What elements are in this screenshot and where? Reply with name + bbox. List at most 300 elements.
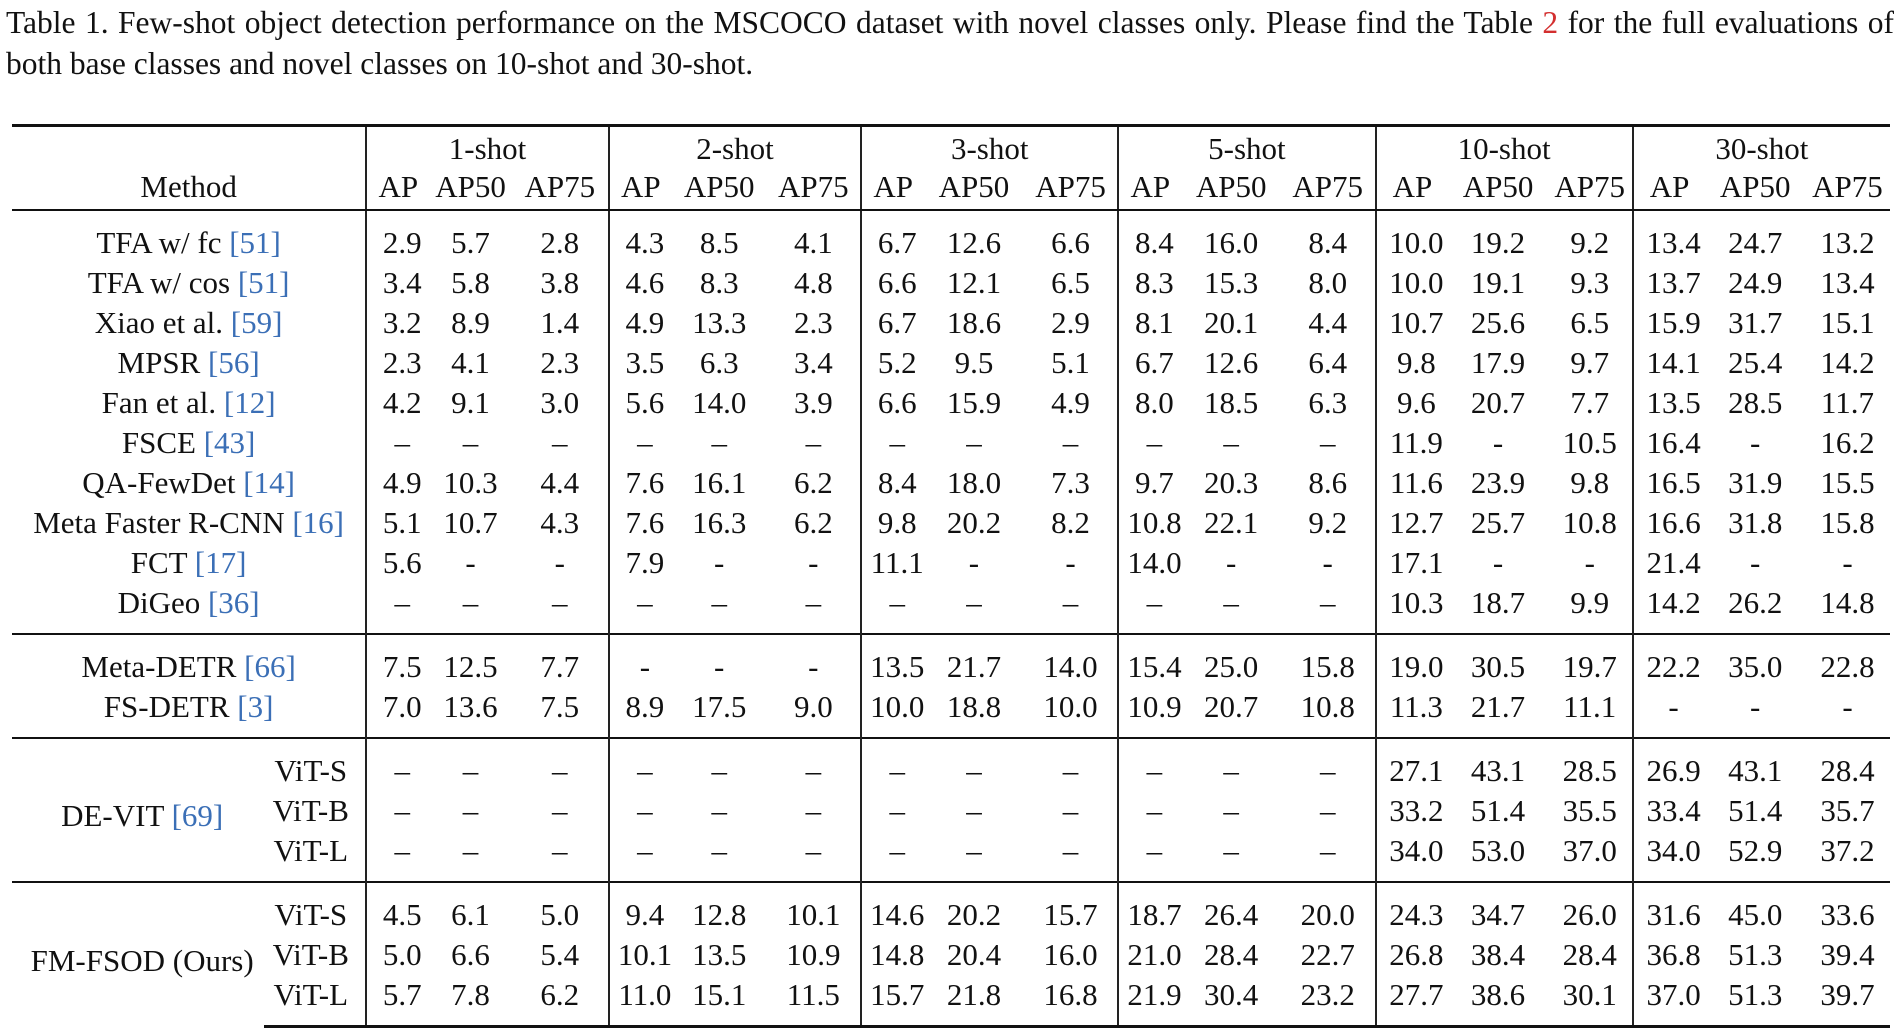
value-cell: 8.2: [1051, 505, 1090, 540]
header-metric: AP75: [767, 169, 862, 210]
citation-link[interactable]: [51]: [229, 225, 281, 260]
results-table: [12, 124, 1890, 1028]
header-method: Method: [12, 169, 366, 210]
value-cell: 7.0: [366, 687, 429, 738]
value-cell: 23.2: [1281, 975, 1376, 1027]
value-cell: 9.7: [1118, 463, 1181, 503]
header-metric: AP75: [512, 169, 609, 210]
value-cell: -: [1842, 545, 1853, 580]
value-cell: 16.8: [1024, 975, 1119, 1027]
backbone-label: ViT-S: [264, 882, 366, 935]
citation-link[interactable]: [66]: [244, 649, 296, 684]
backbone-label: ViT-S: [264, 738, 366, 791]
value-cell: 16.5: [1633, 463, 1706, 503]
value-cell: 4.3: [609, 210, 672, 263]
value-cell: 10.8: [1300, 689, 1355, 724]
value-cell: 4.2: [366, 383, 429, 423]
value-cell: 8.1: [1118, 303, 1181, 343]
value-cell: 15.5: [1820, 465, 1875, 500]
value-cell: –: [1319, 425, 1336, 460]
value-cell: 16.2: [1820, 425, 1875, 460]
citation-link[interactable]: [12]: [223, 385, 276, 420]
value-cell: 21.8: [924, 975, 1023, 1027]
value-cell: -: [1842, 689, 1853, 724]
value-cell: 8.9: [609, 687, 672, 738]
value-cell: 10.7: [443, 505, 498, 540]
value-cell: 6.7: [861, 303, 924, 343]
value-cell: 33.4: [1633, 791, 1706, 831]
value-cell: 10.8: [1562, 505, 1617, 540]
value-cell: 26.0: [1548, 882, 1633, 935]
header-metric: AP50: [1181, 169, 1280, 210]
value-cell: 16.3: [692, 505, 747, 540]
value-cell: 12.6: [1204, 345, 1259, 380]
table-row: [12, 503, 1890, 543]
value-cell: 13.7: [1633, 263, 1706, 303]
method-label: MPSR: [117, 345, 209, 380]
value-cell: -: [1750, 425, 1761, 460]
value-cell: 52.9: [1728, 833, 1783, 868]
method-label: FM-FSOD (Ours): [30, 942, 254, 978]
value-cell: -: [1584, 545, 1595, 580]
method-name: [12, 383, 366, 423]
value-cell: 10.0: [1043, 689, 1098, 724]
value-cell: -: [1492, 425, 1504, 460]
value-cell: –: [861, 831, 924, 882]
method-label: QA-FewDet: [82, 465, 244, 500]
value-cell: 6.5: [1051, 265, 1090, 300]
value-cell: –: [805, 833, 822, 868]
value-cell: –: [1281, 738, 1376, 791]
citation-link[interactable]: [14]: [243, 465, 295, 500]
value-cell: -: [1322, 545, 1333, 580]
value-cell: 3.8: [540, 265, 580, 300]
value-cell: 8.5: [699, 225, 739, 260]
value-cell: 18.6: [946, 305, 1002, 340]
value-cell: 25.7: [1470, 505, 1526, 540]
method-label: Meta-DETR: [81, 649, 245, 684]
header-shot: 3-shot: [861, 126, 1118, 170]
value-cell: –: [1062, 585, 1079, 620]
value-cell: 22.1: [1204, 505, 1259, 540]
method-name: [12, 463, 366, 503]
value-cell: 7.5: [540, 689, 580, 724]
citation-link[interactable]: [36]: [207, 585, 260, 620]
value-cell: -: [672, 634, 767, 687]
value-cell: 10.9: [786, 937, 841, 972]
value-cell: 34.0: [1633, 831, 1706, 882]
value-cell: 10.5: [1562, 425, 1617, 460]
value-cell: 11.7: [1820, 385, 1875, 420]
header-metric: AP50: [924, 169, 1023, 210]
citation-link[interactable]: [16]: [292, 505, 345, 540]
table-row: [12, 935, 1890, 975]
value-cell: 7.3: [1051, 465, 1090, 500]
value-cell: 53.0: [1470, 833, 1526, 868]
value-cell: 3.4: [366, 263, 429, 303]
value-cell: 39.7: [1805, 975, 1890, 1027]
value-cell: 45.0: [1705, 882, 1804, 935]
value-cell: 24.9: [1728, 265, 1783, 300]
value-cell: 34.0: [1376, 831, 1449, 882]
value-cell: 27.1: [1376, 738, 1449, 791]
table-row: [12, 303, 1890, 343]
value-cell: 2.3: [793, 305, 833, 340]
value-cell: 15.3: [1204, 265, 1259, 300]
table-row: [12, 210, 1890, 263]
value-cell: 11.3: [1376, 687, 1449, 738]
value-cell: 16.4: [1633, 423, 1706, 463]
method-name: [12, 343, 366, 383]
value-cell: 16.1: [692, 465, 747, 500]
method-name: [12, 303, 366, 343]
value-cell: 22.7: [1300, 937, 1355, 972]
value-cell: –: [711, 585, 727, 620]
value-cell: 13.4: [1820, 265, 1875, 300]
value-cell: 21.4: [1633, 543, 1706, 583]
value-cell: 14.2: [1820, 345, 1875, 380]
method-label: FCT: [130, 545, 195, 580]
citation-link[interactable]: [69]: [171, 798, 224, 833]
header-metric: AP75: [1805, 169, 1890, 210]
value-cell: 43.1: [1448, 738, 1547, 791]
value-cell: 13.2: [1820, 225, 1875, 260]
value-cell: 38.6: [1448, 975, 1547, 1027]
value-cell: 3.5: [609, 343, 672, 383]
header-metric: AP: [1633, 169, 1706, 210]
value-cell: 18.0: [946, 465, 1002, 500]
citation-link[interactable]: [17]: [194, 545, 247, 580]
caption-text-a: Table 1. Few-shot object detection performance on the MSCOCO dataset with novel classes only. Please find the Table: [6, 5, 1543, 40]
value-cell: 9.9: [1570, 585, 1610, 620]
value-cell: 17.1: [1376, 543, 1449, 583]
value-cell: 9.2: [1570, 225, 1610, 260]
value-cell: 7.5: [366, 634, 429, 687]
value-cell: 10.8: [1118, 503, 1181, 543]
value-cell: 5.7: [451, 225, 490, 260]
backbone-label: ViT-B: [272, 937, 349, 972]
value-cell: 8.4: [1308, 225, 1348, 260]
method-label: DE-VIT: [61, 798, 172, 833]
value-cell: 15.1: [672, 975, 767, 1027]
value-cell: –: [366, 738, 429, 791]
header-metric: AP75: [1548, 169, 1633, 210]
value-cell: 4.1: [451, 345, 490, 380]
value-cell: –: [462, 833, 479, 868]
value-cell: -: [1750, 545, 1761, 580]
value-cell: 8.4: [861, 463, 924, 503]
value-cell: 4.3: [540, 505, 580, 540]
value-cell: –: [1223, 793, 1239, 828]
value-cell: 10.0: [1376, 210, 1449, 263]
value-cell: 5.6: [366, 543, 429, 583]
value-cell: 6.7: [861, 210, 924, 263]
value-cell: 28.5: [1548, 738, 1633, 791]
value-cell: 5.8: [451, 265, 490, 300]
citation-link[interactable]: [43]: [203, 425, 256, 460]
value-cell: 14.0: [1118, 543, 1181, 583]
value-cell: 4.6: [609, 263, 672, 303]
table-row: [12, 831, 1890, 882]
value-cell: –: [552, 833, 568, 868]
value-cell: 14.2: [1633, 583, 1706, 634]
value-cell: 6.1: [429, 882, 511, 935]
value-cell: 10.0: [1376, 263, 1449, 303]
header-metric: AP50: [1448, 169, 1547, 210]
value-cell: 16.0: [1204, 225, 1259, 260]
value-cell: 21.7: [1470, 689, 1526, 724]
value-cell: 8.9: [451, 305, 490, 340]
value-cell: 5.6: [609, 383, 672, 423]
value-cell: –: [861, 738, 924, 791]
value-cell: 5.7: [366, 975, 429, 1027]
value-cell: 6.6: [451, 937, 490, 972]
value-cell: 27.7: [1376, 975, 1449, 1027]
table-row: [12, 634, 1890, 687]
citation-link[interactable]: [56]: [208, 345, 260, 380]
value-cell: -: [465, 545, 476, 580]
value-cell: –: [924, 738, 1023, 791]
table-row: [12, 738, 1890, 791]
value-cell: 18.5: [1204, 385, 1259, 420]
value-cell: -: [808, 545, 819, 580]
value-cell: 28.4: [1562, 937, 1617, 972]
value-cell: -: [1750, 689, 1761, 724]
value-cell: 26.2: [1728, 585, 1783, 620]
table-row: [12, 463, 1890, 503]
value-cell: 12.7: [1376, 503, 1449, 543]
header-metric: AP50: [1705, 169, 1804, 210]
method-label: FS-DETR: [103, 689, 238, 724]
citation-link[interactable]: [59]: [230, 305, 283, 340]
value-cell: 33.2: [1376, 791, 1449, 831]
table-row: [12, 882, 1890, 935]
header-row-shots: [12, 126, 1890, 170]
value-cell: 6.2: [793, 505, 833, 540]
value-cell: 3.0: [540, 385, 580, 420]
header-shot: 10-shot: [1376, 126, 1633, 170]
value-cell: 4.9: [366, 463, 429, 503]
value-cell: 25.4: [1728, 345, 1783, 380]
value-cell: 34.7: [1448, 882, 1547, 935]
value-cell: 37.0: [1562, 833, 1617, 868]
header-metric: AP: [609, 169, 672, 210]
value-cell: 31.9: [1728, 465, 1783, 500]
value-cell: 38.4: [1470, 937, 1526, 972]
value-cell: –: [366, 423, 429, 463]
citation-link[interactable]: [51]: [237, 265, 290, 300]
value-cell: -: [767, 634, 862, 687]
method-label: DiGeo: [117, 585, 208, 620]
value-cell: –: [609, 791, 672, 831]
value-cell: 13.4: [1633, 210, 1706, 263]
value-cell: 4.1: [793, 225, 833, 260]
value-cell: 9.8: [1570, 465, 1610, 500]
header-shot: 1-shot: [366, 126, 609, 170]
value-cell: 2.3: [366, 343, 429, 383]
value-cell: 26.4: [1181, 882, 1280, 935]
value-cell: 24.3: [1376, 882, 1449, 935]
value-cell: 6.4: [1308, 345, 1348, 380]
value-cell: –: [1181, 738, 1280, 791]
header-metric: AP: [861, 169, 924, 210]
table-row: [12, 263, 1890, 303]
value-cell: 31.6: [1633, 882, 1706, 935]
method-name: [12, 882, 264, 1027]
header-method-spacer: [12, 126, 366, 170]
value-cell: 15.9: [1633, 303, 1706, 343]
value-cell: 14.0: [1024, 634, 1119, 687]
value-cell: 15.9: [946, 385, 1002, 420]
value-cell: –: [1118, 831, 1181, 882]
value-cell: 4.8: [793, 265, 833, 300]
caption-table-ref-link[interactable]: 2: [1542, 5, 1559, 40]
value-cell: –: [1223, 425, 1239, 460]
value-cell: 26.9: [1633, 738, 1706, 791]
value-cell: –: [711, 833, 727, 868]
header-metric: AP: [366, 169, 429, 210]
value-cell: –: [861, 583, 924, 634]
value-cell: 10.1: [609, 935, 672, 975]
value-cell: –: [1062, 425, 1079, 460]
value-cell: 21.9: [1118, 975, 1181, 1027]
value-cell: 8.4: [1118, 210, 1181, 263]
value-cell: 3.9: [793, 385, 833, 420]
value-cell: 12.1: [946, 265, 1002, 300]
value-cell: 18.8: [946, 689, 1002, 724]
value-cell: 31.7: [1728, 305, 1783, 340]
value-cell: 6.7: [1118, 343, 1181, 383]
value-cell: 15.7: [861, 975, 924, 1027]
value-cell: –: [966, 425, 982, 460]
value-cell: –: [1062, 793, 1079, 828]
table-row: [12, 583, 1890, 634]
value-cell: 51.3: [1705, 975, 1804, 1027]
value-cell: 11.5: [767, 975, 862, 1027]
value-cell: 25.6: [1470, 305, 1526, 340]
value-cell: 7.6: [609, 503, 672, 543]
value-cell: 26.8: [1376, 935, 1449, 975]
value-cell: 20.7: [1470, 385, 1526, 420]
value-cell: 5.2: [861, 343, 924, 383]
value-cell: 3.2: [366, 303, 429, 343]
value-cell: 20.2: [924, 882, 1023, 935]
value-cell: 3.4: [793, 345, 833, 380]
value-cell: 16.0: [1043, 937, 1098, 972]
value-cell: 18.7: [1118, 882, 1181, 935]
value-cell: –: [805, 793, 822, 828]
value-cell: –: [767, 738, 862, 791]
value-cell: 19.1: [1470, 265, 1526, 300]
value-cell: 15.4: [1118, 634, 1181, 687]
method-name: [12, 583, 366, 634]
value-cell: 6.5: [1570, 305, 1610, 340]
value-cell: 8.0: [1118, 383, 1181, 423]
value-cell: 31.8: [1728, 505, 1783, 540]
value-cell: –: [462, 425, 479, 460]
value-cell: 35.5: [1562, 793, 1617, 828]
value-cell: 6.2: [512, 975, 609, 1027]
value-cell: 11.1: [861, 543, 924, 583]
table-caption: [6, 2, 1894, 84]
value-cell: 30.4: [1181, 975, 1280, 1027]
value-cell: –: [966, 585, 982, 620]
value-cell: 20.3: [1204, 465, 1259, 500]
backbone-label: ViT-L: [273, 833, 349, 868]
value-cell: 20.4: [946, 937, 1002, 972]
value-cell: 13.5: [861, 634, 924, 687]
value-cell: 28.4: [1805, 738, 1890, 791]
value-cell: –: [805, 425, 822, 460]
value-cell: –: [805, 585, 822, 620]
value-cell: 2.8: [540, 225, 580, 260]
method-name: [12, 634, 366, 687]
method-name: [12, 423, 366, 463]
value-cell: -: [968, 545, 980, 580]
value-cell: 18.7: [1470, 585, 1526, 620]
value-cell: 4.4: [540, 465, 580, 500]
value-cell: –: [1118, 423, 1181, 463]
value-cell: 9.1: [451, 385, 490, 420]
value-cell: –: [1319, 585, 1336, 620]
value-cell: –: [861, 423, 924, 463]
header-row-metrics: [12, 169, 1890, 210]
value-cell: 4.4: [1308, 305, 1348, 340]
header-metric: AP: [1118, 169, 1181, 210]
value-cell: 23.9: [1470, 465, 1526, 500]
value-cell: –: [1319, 833, 1336, 868]
value-cell: 14.8: [861, 935, 924, 975]
value-cell: 17.9: [1470, 345, 1526, 380]
value-cell: 19.0: [1376, 634, 1449, 687]
value-cell: 9.4: [609, 882, 672, 935]
value-cell: 13.5: [1633, 383, 1706, 423]
value-cell: 12.8: [672, 882, 767, 935]
value-cell: 9.8: [1376, 343, 1449, 383]
method-name: [12, 738, 264, 882]
header-metric: AP50: [672, 169, 767, 210]
value-cell: 11.6: [1376, 463, 1449, 503]
value-cell: –: [429, 738, 511, 791]
value-cell: -: [1065, 545, 1076, 580]
value-cell: 10.3: [1376, 583, 1449, 634]
backbone-label: ViT-B: [272, 793, 349, 828]
value-cell: –: [1024, 738, 1119, 791]
value-cell: –: [552, 793, 568, 828]
table-row: [12, 423, 1890, 463]
value-cell: 35.7: [1820, 793, 1875, 828]
method-label: Fan et al.: [101, 385, 224, 420]
value-cell: –: [609, 738, 672, 791]
value-cell: 25.0: [1181, 634, 1280, 687]
value-cell: 39.4: [1820, 937, 1875, 972]
value-cell: 21.7: [924, 634, 1023, 687]
value-cell: 10.3: [443, 465, 498, 500]
method-name: [12, 263, 366, 303]
value-cell: –: [609, 583, 672, 634]
header-shot: 30-shot: [1633, 126, 1890, 170]
value-cell: 28.4: [1204, 937, 1259, 972]
citation-link[interactable]: [3]: [237, 689, 274, 724]
value-cell: 6.6: [861, 263, 924, 303]
value-cell: –: [966, 793, 982, 828]
value-cell: 1.4: [540, 305, 580, 340]
value-cell: –: [672, 738, 767, 791]
value-cell: 51.4: [1470, 793, 1526, 828]
value-cell: -: [554, 545, 565, 580]
value-cell: 14.1: [1633, 343, 1706, 383]
value-cell: 7.8: [429, 975, 511, 1027]
